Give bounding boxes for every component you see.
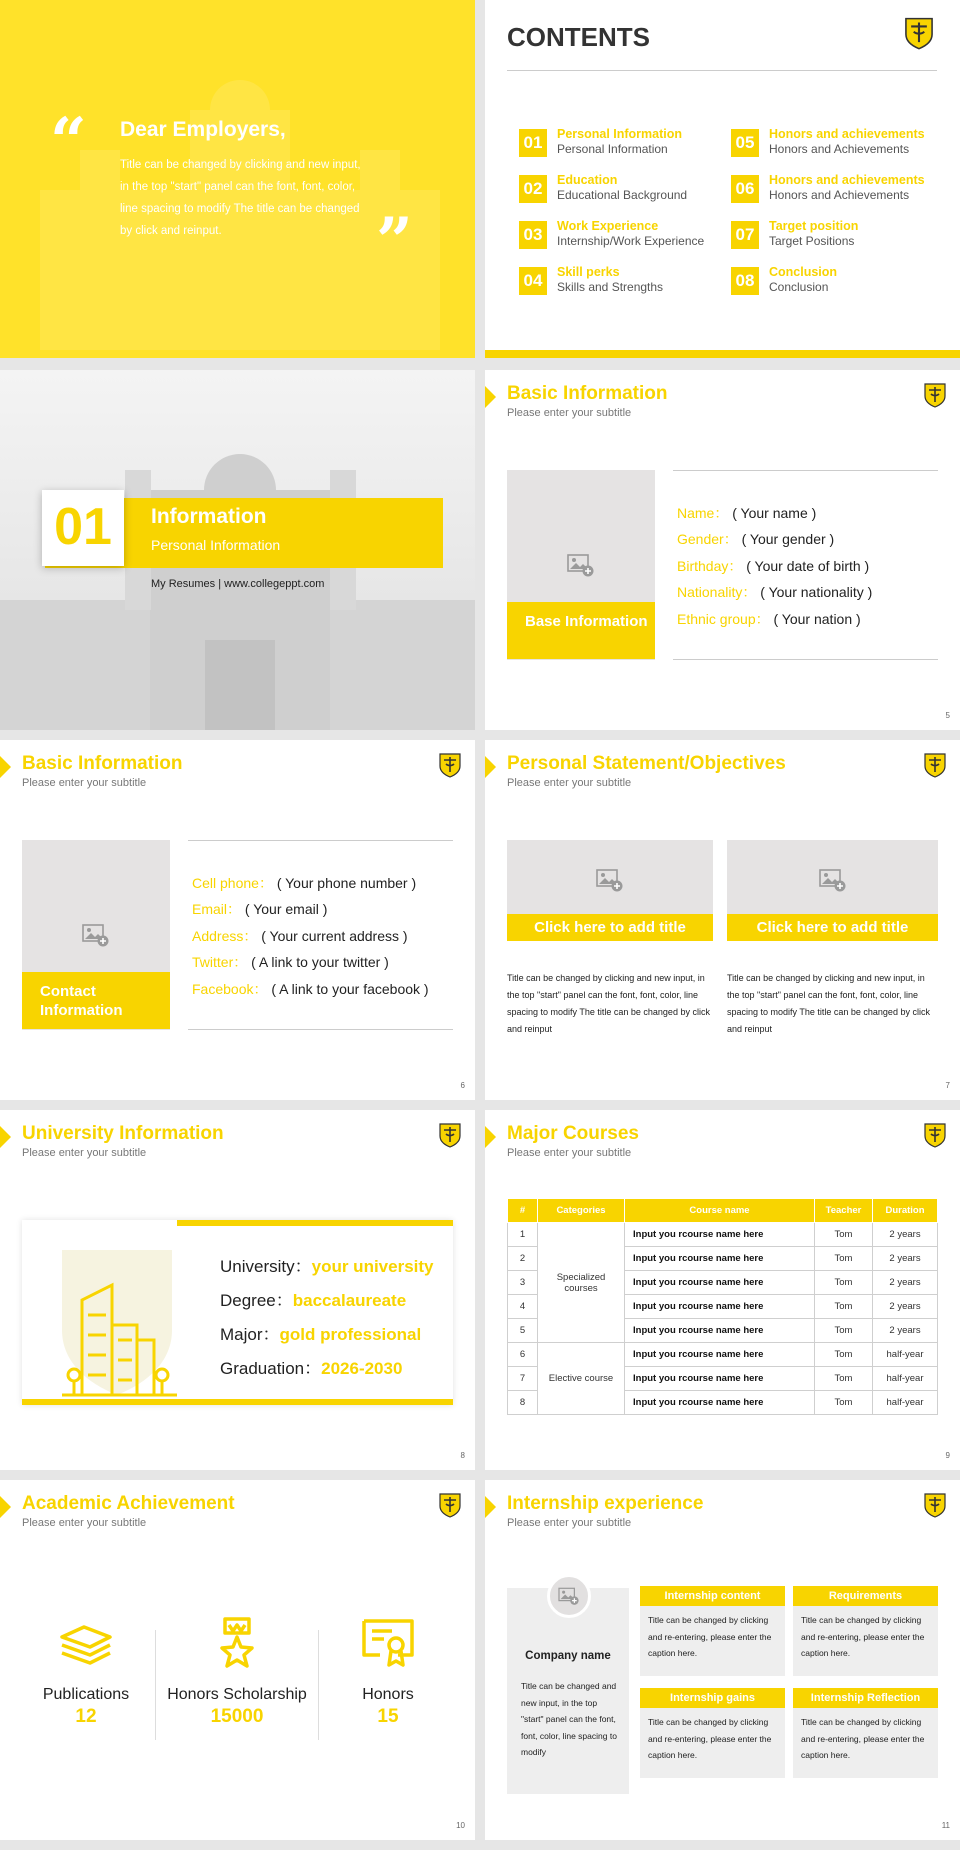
info-row: [677, 582, 872, 602]
info-value: ( Your date of birth ): [746, 558, 870, 574]
row-number: 6: [508, 1343, 538, 1367]
toc-heading: Skill perks: [557, 265, 620, 279]
page-number: 9: [945, 1451, 950, 1460]
info-value: ( Your name ): [732, 505, 817, 521]
slide-title: Basic Information: [507, 383, 668, 404]
section-title: Information: [151, 505, 267, 528]
university-card: [22, 1220, 453, 1405]
info-row: [192, 979, 429, 999]
arrow-icon: [0, 756, 11, 778]
teacher: Tom: [815, 1343, 873, 1367]
slide-subtitle: Please enter your subtitle: [22, 1147, 147, 1159]
row-value: your university: [311, 1257, 434, 1276]
info-row: [677, 609, 861, 629]
slide-contents: [485, 0, 960, 358]
image-add-icon: [819, 867, 847, 893]
slide-title: Basic Information: [22, 753, 183, 774]
toc-number: 06: [731, 175, 759, 203]
info-key: Email：: [192, 901, 242, 917]
cover-title: Dear Employers,: [120, 118, 286, 141]
certificate-icon: [358, 1615, 418, 1671]
arrow-icon: [0, 1496, 11, 1518]
card-text: Title can be changed by clicking and new input, in the top "start" panel can the font, font, color, line spacing to modify The title can be changed by click and reinput: [727, 973, 930, 1034]
company-card: [507, 1588, 629, 1794]
info-value: ( A link to your facebook ): [271, 981, 429, 997]
duration: half-year: [873, 1343, 938, 1367]
card-text: Title can be changed by clicking and new input, in the top "start" panel can the font, font, color, line spacing to modify The title can be changed by click and reinput: [507, 973, 710, 1034]
toc-heading: Honors and achievements: [769, 127, 925, 141]
slide-title: Academic Achievement: [22, 1493, 235, 1514]
info-value: ( Your gender ): [741, 531, 835, 547]
row-value: gold professional: [279, 1325, 422, 1344]
school-logo-icon: [922, 1122, 948, 1148]
course-name: Input you rcourse name here: [625, 1247, 815, 1271]
image-add-icon: [596, 867, 624, 893]
cover-text: Title can be changed by clicking and new input, in the top "start" panel can the font, font, color, line spacing to modify The title can be changed by click and reinput.: [120, 159, 361, 237]
info-row: [677, 503, 816, 523]
column-header: #: [508, 1199, 538, 1223]
courses-table: [507, 1198, 938, 1415]
column-header: Categories: [538, 1199, 625, 1223]
page-number: 11: [941, 1821, 950, 1830]
info-row: [677, 556, 869, 576]
slide-title: University Information: [22, 1123, 224, 1144]
arrow-icon: [485, 1126, 496, 1148]
row-number: 8: [508, 1391, 538, 1415]
school-logo-icon: [922, 382, 948, 408]
row-value: baccalaureate: [292, 1291, 407, 1310]
internship-card: [793, 1586, 938, 1676]
page-number: 5: [945, 711, 950, 720]
arrow-icon: [485, 386, 496, 408]
achievement-label: Honors Scholarship: [167, 1686, 307, 1703]
school-logo-icon: [437, 752, 463, 778]
card-text: Title can be changed by clicking and re-entering, please enter the caption here.: [801, 1717, 925, 1760]
teacher: Tom: [815, 1367, 873, 1391]
university-row: [220, 1252, 434, 1277]
column-header: Course name: [625, 1199, 815, 1223]
course-name: Input you rcourse name here: [625, 1271, 815, 1295]
achievement-item: [162, 1615, 312, 1728]
slide-section: [0, 370, 475, 730]
open-quote-icon: “: [50, 104, 87, 179]
column-header: Teacher: [815, 1199, 873, 1223]
university-row: [220, 1286, 406, 1311]
toc-number: 04: [519, 267, 547, 295]
company-logo-placeholder[interactable]: [547, 1574, 591, 1618]
page-number: 7: [945, 1081, 950, 1090]
internship-card: [640, 1688, 785, 1778]
school-logo-icon: [902, 16, 936, 50]
teacher: Tom: [815, 1391, 873, 1415]
card-heading: Internship Reflection: [793, 1688, 938, 1708]
category-cell: Elective course: [538, 1343, 625, 1415]
contents-title: CONTENTS: [507, 22, 650, 52]
section-caption: My Resumes | www.collegeppt.com: [151, 578, 325, 590]
slide-subtitle: Please enter your subtitle: [507, 1517, 632, 1529]
section-number: 01: [54, 498, 112, 556]
info-key: Gender：: [677, 531, 738, 547]
info-value: ( A link to your twitter ): [251, 954, 389, 970]
internship-card: [793, 1688, 938, 1778]
duration: 2 years: [873, 1223, 938, 1247]
info-key: Twitter：: [192, 954, 248, 970]
row-number: 5: [508, 1319, 538, 1343]
card-heading: Internship gains: [640, 1688, 785, 1708]
card-label: Contact Information: [22, 972, 170, 1029]
toc-item[interactable]: [519, 263, 729, 297]
image-placeholder[interactable]: [727, 840, 938, 920]
row-key: Major：: [220, 1325, 280, 1344]
internship-card: [640, 1586, 785, 1676]
achievement-label: Honors: [362, 1686, 414, 1703]
info-key: Facebook：: [192, 981, 268, 997]
teacher: Tom: [815, 1223, 873, 1247]
info-row: [192, 926, 408, 946]
table-row: [508, 1343, 938, 1367]
info-value: ( Your email ): [244, 901, 328, 917]
info-value: ( Your nation ): [773, 611, 861, 627]
toc-description: Educational Background: [557, 188, 688, 202]
slide-subtitle: Please enter your subtitle: [507, 407, 632, 419]
toc-description: Skills and Strengths: [557, 280, 664, 294]
accent-bar: [177, 1220, 453, 1226]
achievement-item: [11, 1615, 161, 1728]
slide-internship-experience: [485, 1480, 960, 1840]
close-quote-icon: ”: [376, 204, 413, 279]
info-row: [192, 873, 416, 893]
duration: 2 years: [873, 1295, 938, 1319]
table-header-row: [508, 1199, 938, 1223]
teacher: Tom: [815, 1271, 873, 1295]
image-add-icon: [82, 922, 110, 948]
page-number: 8: [460, 1451, 465, 1460]
achievement-item: [313, 1615, 463, 1728]
row-number: 7: [508, 1367, 538, 1391]
arrow-icon: [0, 1126, 11, 1148]
slide-university-information: [0, 1110, 475, 1470]
toc-item[interactable]: [519, 217, 729, 251]
toc-item[interactable]: [519, 125, 729, 159]
card-text: Title can be changed by clicking and re-entering, please enter the caption here.: [801, 1615, 925, 1658]
slide-subtitle: Please enter your subtitle: [22, 1517, 147, 1529]
toc-description: Internship/Work Experience: [557, 234, 705, 248]
toc-heading: Education: [557, 173, 618, 187]
table-row: [508, 1223, 938, 1247]
divider: [507, 70, 937, 71]
slide-title: Internship experience: [507, 1493, 704, 1514]
toc-number: 02: [519, 175, 547, 203]
image-placeholder[interactable]: [507, 840, 713, 920]
info-key: Birthday：: [677, 558, 743, 574]
divider: [155, 1630, 156, 1740]
info-key: Ethnic group：: [677, 611, 770, 627]
card-label: Base Information: [507, 602, 655, 659]
row-value: 2026-2030: [321, 1359, 403, 1378]
toc-heading: Personal Information: [557, 127, 683, 141]
info-key: Cell phone：: [192, 875, 273, 891]
course-name: Input you rcourse name here: [625, 1319, 815, 1343]
image-add-icon: [558, 1586, 580, 1606]
company-name: Company name: [525, 1650, 611, 1662]
school-logo-icon: [922, 752, 948, 778]
info-row: [192, 899, 327, 919]
row-number: 2: [508, 1247, 538, 1271]
achievement-value: 12: [75, 1706, 97, 1727]
slide-basic-information: [485, 370, 960, 730]
achievement-label: Publications: [42, 1686, 130, 1703]
achievement-value: 15000: [210, 1706, 264, 1727]
teacher: Tom: [815, 1319, 873, 1343]
row-key: University：: [220, 1257, 312, 1276]
duration: half-year: [873, 1391, 938, 1415]
slide-major-courses: [485, 1110, 960, 1470]
toc-number: 01: [519, 129, 547, 157]
books-icon: [56, 1615, 116, 1671]
card-text: Title can be changed by clicking and re-entering, please enter the caption here.: [648, 1615, 772, 1658]
duration: 2 years: [873, 1319, 938, 1343]
duration: 2 years: [873, 1247, 938, 1271]
building-icon: [42, 1240, 192, 1400]
slide-cover: [0, 0, 475, 358]
arrow-icon: [485, 756, 496, 778]
footer-bar: [485, 350, 960, 358]
info-key: Address：: [192, 928, 258, 944]
toc-number: 05: [731, 129, 759, 157]
slide-academic-achievement: [0, 1480, 475, 1840]
card-heading: Internship content: [640, 1586, 785, 1606]
toc-item[interactable]: [731, 125, 941, 159]
slide-subtitle: Please enter your subtitle: [507, 777, 632, 789]
info-row: [192, 952, 389, 972]
card-title[interactable]: Click here to add title: [727, 914, 938, 941]
info-key: Name：: [677, 505, 729, 521]
slide-contact-information: [0, 740, 475, 1100]
info-key: Nationality：: [677, 584, 757, 600]
slide-title: Personal Statement/Objectives: [507, 753, 786, 774]
card-text: Title can be changed by clicking and re-entering, please enter the caption here.: [648, 1717, 772, 1760]
row-key: Graduation：: [220, 1359, 322, 1378]
course-name: Input you rcourse name here: [625, 1223, 815, 1247]
category-cell: Specialized courses: [538, 1223, 625, 1343]
page-number: 6: [460, 1081, 465, 1090]
university-row: [220, 1320, 421, 1345]
slide-subtitle: Please enter your subtitle: [22, 777, 147, 789]
toc-description: Target Positions: [769, 234, 855, 248]
accent-bar: [22, 1399, 453, 1405]
section-subtitle: Personal Information: [151, 537, 281, 553]
course-name: Input you rcourse name here: [625, 1295, 815, 1319]
card-heading: Requirements: [793, 1586, 938, 1606]
info-value: ( Your current address ): [261, 928, 408, 944]
toc-number: 03: [519, 221, 547, 249]
toc-heading: Honors and achievements: [769, 173, 925, 187]
slide-title: Major Courses: [507, 1123, 639, 1144]
row-number: 3: [508, 1271, 538, 1295]
school-logo-icon: [437, 1492, 463, 1518]
toc-number: 08: [731, 267, 759, 295]
info-row: [677, 529, 834, 549]
toc-heading: Target position: [769, 219, 859, 233]
course-name: Input you rcourse name here: [625, 1367, 815, 1391]
toc-item[interactable]: [519, 171, 729, 205]
slide-subtitle: Please enter your subtitle: [507, 1147, 632, 1159]
toc-item[interactable]: [731, 171, 941, 205]
toc-heading: Conclusion: [769, 265, 838, 279]
toc-heading: Work Experience: [557, 219, 659, 233]
info-panel: [188, 840, 453, 1030]
card-title[interactable]: Click here to add title: [507, 914, 713, 941]
toc-description: Honors and Achievements: [769, 142, 910, 156]
company-text: Title can be changed and new input, in the top "start" panel can the font, font, color, line spacing to modify: [521, 1681, 617, 1757]
slide-personal-statement: [485, 740, 960, 1100]
toc-item[interactable]: [731, 217, 941, 251]
course-name: Input you rcourse name here: [625, 1343, 815, 1367]
info-panel: [673, 470, 938, 660]
duration: half-year: [873, 1367, 938, 1391]
image-add-icon: [567, 552, 595, 578]
info-value: ( Your nationality ): [760, 584, 873, 600]
toc-description: Conclusion: [769, 280, 829, 294]
row-number: 1: [508, 1223, 538, 1247]
info-value: ( Your phone number ): [276, 875, 417, 891]
toc-item[interactable]: [731, 263, 941, 297]
teacher: Tom: [815, 1247, 873, 1271]
page-number: 10: [456, 1821, 465, 1830]
medal-icon: [207, 1615, 267, 1671]
row-number: 4: [508, 1295, 538, 1319]
toc-description: Personal Information: [557, 142, 668, 156]
teacher: Tom: [815, 1295, 873, 1319]
toc-description: Honors and Achievements: [769, 188, 910, 202]
course-name: Input you rcourse name here: [625, 1391, 815, 1415]
arrow-icon: [485, 1496, 496, 1518]
row-key: Degree：: [220, 1291, 293, 1310]
school-logo-icon: [437, 1122, 463, 1148]
university-row: [220, 1354, 402, 1379]
duration: 2 years: [873, 1271, 938, 1295]
school-logo-icon: [922, 1492, 948, 1518]
achievement-value: 15: [377, 1706, 399, 1727]
toc-number: 07: [731, 221, 759, 249]
column-header: Duration: [873, 1199, 938, 1223]
